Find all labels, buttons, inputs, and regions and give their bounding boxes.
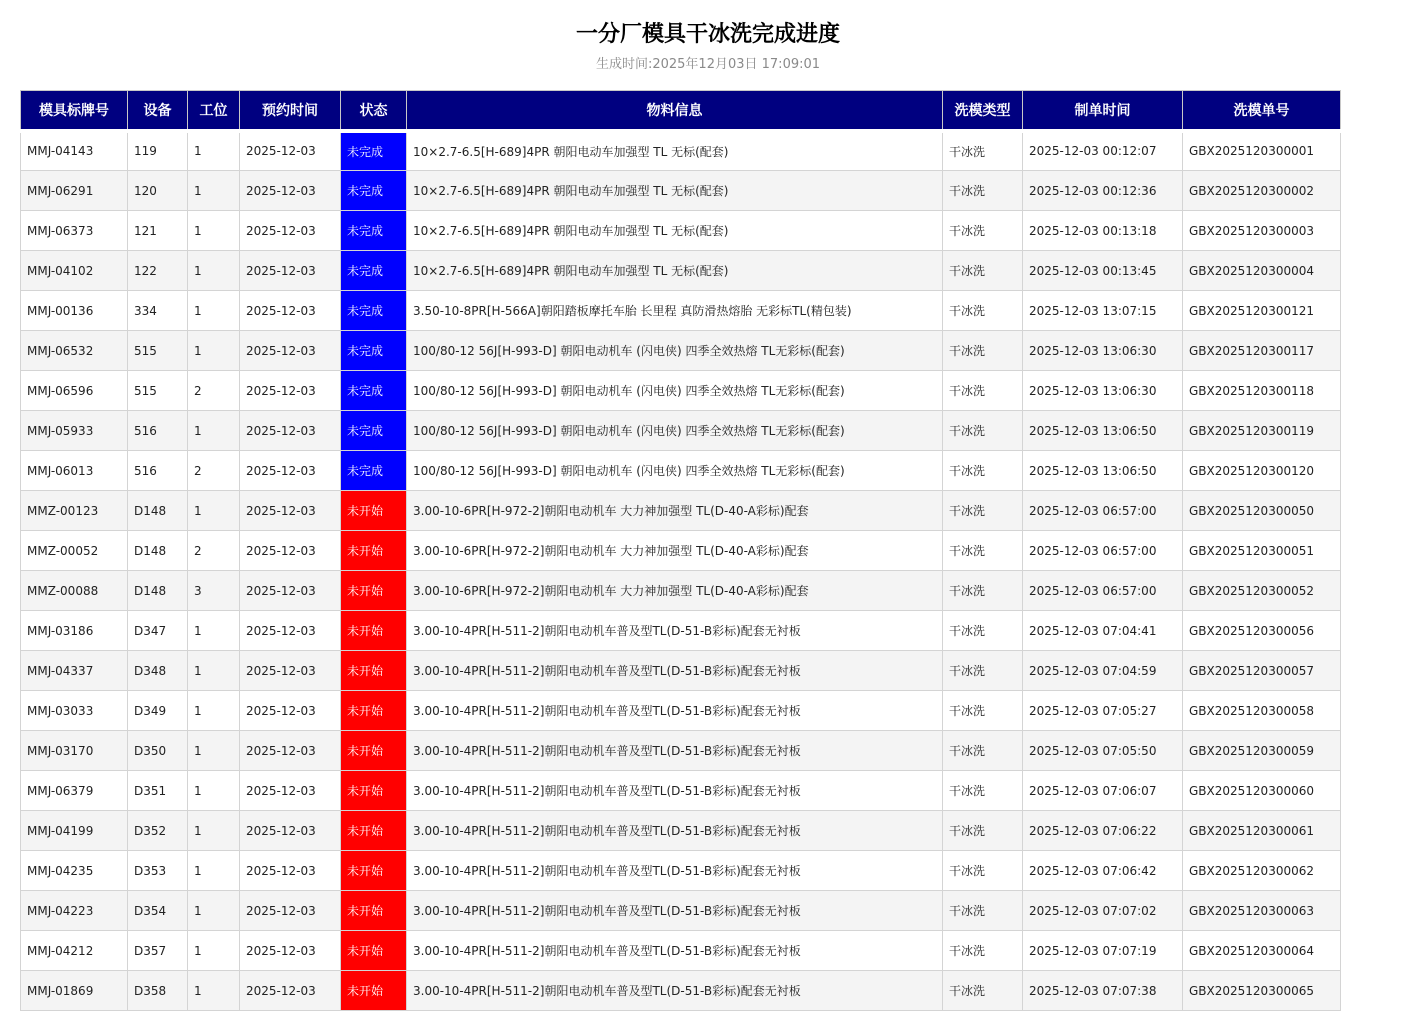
mold-tag-cell: MMJ-03186 [21, 611, 128, 651]
station-cell: 1 [188, 251, 240, 291]
equipment-cell: D354 [128, 891, 188, 931]
created-time-cell: 2025-12-03 07:04:59 [1023, 651, 1183, 691]
station-cell: 1 [188, 331, 240, 371]
mold-tag-cell: MMJ-05933 [21, 411, 128, 451]
equipment-cell: 515 [128, 331, 188, 371]
material-info-cell: 3.50-10-8PR[H-566A]朝阳踏板摩托车胎 长里程 真防滑热熔胎 无彩标TL(精包装) [407, 291, 943, 331]
equipment-cell: 516 [128, 411, 188, 451]
mold-tag-cell: MMJ-06013 [21, 451, 128, 491]
station-cell: 2 [188, 451, 240, 491]
material-info-cell: 3.00-10-6PR[H-972-2]朝阳电动机车 大力神加强型 TL(D-40-A彩标)配套 [407, 571, 943, 611]
table-row [21, 891, 1341, 931]
generated-time-line [0, 56, 1416, 74]
table-row [21, 491, 1341, 531]
scheduled-date-cell: 2025-12-03 [240, 651, 341, 691]
status-cell: 未开始 [341, 891, 407, 931]
mold-tag-cell: MMJ-06596 [21, 371, 128, 411]
status-cell: 未完成 [341, 371, 407, 411]
created-time-cell: 2025-12-03 06:57:00 [1023, 531, 1183, 571]
wash-type-cell: 干冰洗 [943, 691, 1023, 731]
equipment-cell: D353 [128, 851, 188, 891]
station-cell: 2 [188, 531, 240, 571]
equipment-cell: D350 [128, 731, 188, 771]
created-time-cell: 2025-12-03 13:06:30 [1023, 371, 1183, 411]
scheduled-date-cell: 2025-12-03 [240, 851, 341, 891]
mold-tag-cell: MMZ-00052 [21, 531, 128, 571]
wash-order-no-cell: GBX2025120300119 [1183, 411, 1341, 451]
wash-type-cell: 干冰洗 [943, 971, 1023, 1011]
wash-order-no-cell: GBX2025120300117 [1183, 331, 1341, 371]
equipment-cell: 334 [128, 291, 188, 331]
wash-order-no-cell: GBX2025120300063 [1183, 891, 1341, 931]
equipment-cell: D348 [128, 651, 188, 691]
status-cell: 未开始 [341, 731, 407, 771]
table-row [21, 331, 1341, 371]
wash-order-no-cell: GBX2025120300057 [1183, 651, 1341, 691]
material-info-cell: 10×2.7-6.5[H-689]4PR 朝阳电动车加强型 TL 无标(配套) [407, 171, 943, 211]
mold-tag-cell: MMJ-04143 [21, 131, 128, 171]
table-row [21, 531, 1341, 571]
status-cell: 未开始 [341, 491, 407, 531]
created-time-cell: 2025-12-03 00:13:18 [1023, 211, 1183, 251]
status-cell: 未完成 [341, 251, 407, 291]
equipment-cell: D351 [128, 771, 188, 811]
created-time-cell: 2025-12-03 07:07:19 [1023, 931, 1183, 971]
column-header-station: 工位 [188, 91, 240, 131]
table-body [21, 131, 1341, 1011]
wash-type-cell: 干冰洗 [943, 451, 1023, 491]
scheduled-date-cell: 2025-12-03 [240, 411, 341, 451]
wash-order-no-cell: GBX2025120300050 [1183, 491, 1341, 531]
wash-order-no-cell: GBX2025120300118 [1183, 371, 1341, 411]
mold-tag-cell: MMJ-04102 [21, 251, 128, 291]
material-info-cell: 3.00-10-4PR[H-511-2]朝阳电动机车普及型TL(D-51-B彩标)配套无衬板 [407, 811, 943, 851]
wash-type-cell: 干冰洗 [943, 291, 1023, 331]
status-cell: 未完成 [341, 451, 407, 491]
wash-order-no-cell: GBX2025120300065 [1183, 971, 1341, 1011]
created-time-cell: 2025-12-03 13:06:50 [1023, 411, 1183, 451]
wash-type-cell: 干冰洗 [943, 251, 1023, 291]
station-cell: 1 [188, 411, 240, 451]
material-info-cell: 10×2.7-6.5[H-689]4PR 朝阳电动车加强型 TL 无标(配套) [407, 211, 943, 251]
equipment-cell: 119 [128, 131, 188, 171]
station-cell: 1 [188, 931, 240, 971]
wash-type-cell: 干冰洗 [943, 771, 1023, 811]
table-row [21, 411, 1341, 451]
table-row [21, 131, 1341, 171]
material-info-cell: 3.00-10-6PR[H-972-2]朝阳电动机车 大力神加强型 TL(D-40-A彩标)配套 [407, 531, 943, 571]
mold-tag-cell: MMJ-04223 [21, 891, 128, 931]
mold-tag-cell: MMJ-01869 [21, 971, 128, 1011]
generated-label: 生成时间: [595, 57, 653, 72]
material-info-cell: 3.00-10-4PR[H-511-2]朝阳电动机车普及型TL(D-51-B彩标)配套无衬板 [407, 691, 943, 731]
table-row [21, 771, 1341, 811]
station-cell: 1 [188, 771, 240, 811]
created-time-cell: 2025-12-03 13:06:30 [1023, 331, 1183, 371]
scheduled-date-cell: 2025-12-03 [240, 891, 341, 931]
material-info-cell: 3.00-10-4PR[H-511-2]朝阳电动机车普及型TL(D-51-B彩标)配套无衬板 [407, 931, 943, 971]
status-cell: 未开始 [341, 691, 407, 731]
station-cell: 3 [188, 571, 240, 611]
station-cell: 1 [188, 731, 240, 771]
equipment-cell: D349 [128, 691, 188, 731]
table-row [21, 851, 1341, 891]
status-cell: 未完成 [341, 131, 407, 171]
status-cell: 未完成 [341, 411, 407, 451]
equipment-cell: D357 [128, 931, 188, 971]
created-time-cell: 2025-12-03 13:06:50 [1023, 451, 1183, 491]
mold-tag-cell: MMJ-06373 [21, 211, 128, 251]
wash-order-no-cell: GBX2025120300061 [1183, 811, 1341, 851]
station-cell: 1 [188, 491, 240, 531]
scheduled-date-cell: 2025-12-03 [240, 731, 341, 771]
mold-tag-cell: MMJ-04212 [21, 931, 128, 971]
mold-tag-cell: MMJ-04235 [21, 851, 128, 891]
table-row [21, 931, 1341, 971]
equipment-cell: D148 [128, 571, 188, 611]
generated-time: 2025年12月03日 17:09:01 [652, 57, 821, 72]
wash-order-no-cell: GBX2025120300062 [1183, 851, 1341, 891]
status-cell: 未开始 [341, 531, 407, 571]
scheduled-date-cell: 2025-12-03 [240, 771, 341, 811]
wash-order-no-cell: GBX2025120300121 [1183, 291, 1341, 331]
created-time-cell: 2025-12-03 06:57:00 [1023, 491, 1183, 531]
status-cell: 未开始 [341, 771, 407, 811]
material-info-cell: 3.00-10-4PR[H-511-2]朝阳电动机车普及型TL(D-51-B彩标)配套无衬板 [407, 971, 943, 1011]
equipment-cell: 515 [128, 371, 188, 411]
mold-tag-cell: MMJ-06291 [21, 171, 128, 211]
wash-order-no-cell: GBX2025120300060 [1183, 771, 1341, 811]
equipment-cell: 516 [128, 451, 188, 491]
column-header-created-time: 制单时间 [1023, 91, 1183, 131]
mold-tag-cell: MMZ-00123 [21, 491, 128, 531]
station-cell: 1 [188, 611, 240, 651]
column-header-material-info: 物料信息 [407, 91, 943, 131]
scheduled-date-cell: 2025-12-03 [240, 251, 341, 291]
table-row [21, 691, 1341, 731]
mold-tag-cell: MMJ-03033 [21, 691, 128, 731]
created-time-cell: 2025-12-03 06:57:00 [1023, 571, 1183, 611]
status-cell: 未完成 [341, 171, 407, 211]
wash-type-cell: 干冰洗 [943, 851, 1023, 891]
station-cell: 1 [188, 691, 240, 731]
scheduled-date-cell: 2025-12-03 [240, 931, 341, 971]
status-cell: 未完成 [341, 331, 407, 371]
created-time-cell: 2025-12-03 00:12:07 [1023, 131, 1183, 171]
scheduled-date-cell: 2025-12-03 [240, 131, 341, 171]
material-info-cell: 100/80-12 56J[H-993-D] 朝阳电动机车 (闪电侠) 四季全效热熔 TL无彩标(配套) [407, 451, 943, 491]
wash-order-no-cell: GBX2025120300056 [1183, 611, 1341, 651]
wash-order-no-cell: GBX2025120300064 [1183, 931, 1341, 971]
equipment-cell: D358 [128, 971, 188, 1011]
status-cell: 未完成 [341, 291, 407, 331]
created-time-cell: 2025-12-03 00:12:36 [1023, 171, 1183, 211]
wash-type-cell: 干冰洗 [943, 571, 1023, 611]
scheduled-date-cell: 2025-12-03 [240, 491, 341, 531]
column-header-wash-order-no: 洗模单号 [1183, 91, 1341, 131]
table-row [21, 651, 1341, 691]
wash-type-cell: 干冰洗 [943, 811, 1023, 851]
status-cell: 未开始 [341, 611, 407, 651]
scheduled-date-cell: 2025-12-03 [240, 371, 341, 411]
equipment-cell: D352 [128, 811, 188, 851]
table-row [21, 571, 1341, 611]
table-row [21, 211, 1341, 251]
mold-tag-cell: MMZ-00088 [21, 571, 128, 611]
wash-order-no-cell: GBX2025120300002 [1183, 171, 1341, 211]
material-info-cell: 3.00-10-4PR[H-511-2]朝阳电动机车普及型TL(D-51-B彩标)配套无衬板 [407, 731, 943, 771]
wash-order-no-cell: GBX2025120300058 [1183, 691, 1341, 731]
equipment-cell: 120 [128, 171, 188, 211]
material-info-cell: 100/80-12 56J[H-993-D] 朝阳电动机车 (闪电侠) 四季全效热熔 TL无彩标(配套) [407, 371, 943, 411]
status-cell: 未完成 [341, 211, 407, 251]
created-time-cell: 2025-12-03 07:07:38 [1023, 971, 1183, 1011]
wash-type-cell: 干冰洗 [943, 371, 1023, 411]
station-cell: 2 [188, 371, 240, 411]
scheduled-date-cell: 2025-12-03 [240, 331, 341, 371]
scheduled-date-cell: 2025-12-03 [240, 171, 341, 211]
material-info-cell: 3.00-10-6PR[H-972-2]朝阳电动机车 大力神加强型 TL(D-40-A彩标)配套 [407, 491, 943, 531]
wash-type-cell: 干冰洗 [943, 891, 1023, 931]
mold-tag-cell: MMJ-06379 [21, 771, 128, 811]
equipment-cell: D347 [128, 611, 188, 651]
created-time-cell: 2025-12-03 07:06:42 [1023, 851, 1183, 891]
status-cell: 未开始 [341, 851, 407, 891]
table-row [21, 451, 1341, 491]
material-info-cell: 3.00-10-4PR[H-511-2]朝阳电动机车普及型TL(D-51-B彩标)配套无衬板 [407, 771, 943, 811]
wash-type-cell: 干冰洗 [943, 731, 1023, 771]
wash-order-no-cell: GBX2025120300120 [1183, 451, 1341, 491]
mold-tag-cell: MMJ-00136 [21, 291, 128, 331]
table-row [21, 371, 1341, 411]
mold-tag-cell: MMJ-03170 [21, 731, 128, 771]
column-header-status: 状态 [341, 91, 407, 131]
created-time-cell: 2025-12-03 07:06:07 [1023, 771, 1183, 811]
station-cell: 1 [188, 851, 240, 891]
wash-type-cell: 干冰洗 [943, 211, 1023, 251]
wash-type-cell: 干冰洗 [943, 411, 1023, 451]
material-info-cell: 10×2.7-6.5[H-689]4PR 朝阳电动车加强型 TL 无标(配套) [407, 251, 943, 291]
mold-tag-cell: MMJ-04337 [21, 651, 128, 691]
station-cell: 1 [188, 811, 240, 851]
station-cell: 1 [188, 211, 240, 251]
scheduled-date-cell: 2025-12-03 [240, 811, 341, 851]
column-header-equipment: 设备 [128, 91, 188, 131]
wash-order-no-cell: GBX2025120300051 [1183, 531, 1341, 571]
wash-type-cell: 干冰洗 [943, 531, 1023, 571]
scheduled-date-cell: 2025-12-03 [240, 611, 341, 651]
created-time-cell: 2025-12-03 13:07:15 [1023, 291, 1183, 331]
material-info-cell: 3.00-10-4PR[H-511-2]朝阳电动机车普及型TL(D-51-B彩标)配套无衬板 [407, 651, 943, 691]
page-title: 一分厂模具干冰洗完成进度 [575, 22, 840, 47]
material-info-cell: 3.00-10-4PR[H-511-2]朝阳电动机车普及型TL(D-51-B彩标)配套无衬板 [407, 611, 943, 651]
scheduled-date-cell: 2025-12-03 [240, 531, 341, 571]
wash-type-cell: 干冰洗 [943, 331, 1023, 371]
station-cell: 1 [188, 131, 240, 171]
station-cell: 1 [188, 971, 240, 1011]
created-time-cell: 2025-12-03 07:05:27 [1023, 691, 1183, 731]
created-time-cell: 2025-12-03 00:13:45 [1023, 251, 1183, 291]
status-cell: 未开始 [341, 971, 407, 1011]
wash-type-cell: 干冰洗 [943, 651, 1023, 691]
column-header-wash-type: 洗模类型 [943, 91, 1023, 131]
station-cell: 1 [188, 651, 240, 691]
column-header-scheduled-date: 预约时间 [240, 91, 341, 131]
table-row [21, 291, 1341, 331]
created-time-cell: 2025-12-03 07:05:50 [1023, 731, 1183, 771]
progress-table [20, 90, 1341, 1011]
table-row [21, 811, 1341, 851]
wash-order-no-cell: GBX2025120300004 [1183, 251, 1341, 291]
scheduled-date-cell: 2025-12-03 [240, 451, 341, 491]
created-time-cell: 2025-12-03 07:06:22 [1023, 811, 1183, 851]
wash-order-no-cell: GBX2025120300059 [1183, 731, 1341, 771]
table-row [21, 611, 1341, 651]
table-header-row [21, 91, 1341, 131]
mold-tag-cell: MMJ-04199 [21, 811, 128, 851]
table-row [21, 731, 1341, 771]
equipment-cell: D148 [128, 491, 188, 531]
created-time-cell: 2025-12-03 07:07:02 [1023, 891, 1183, 931]
equipment-cell: 122 [128, 251, 188, 291]
scheduled-date-cell: 2025-12-03 [240, 291, 341, 331]
scheduled-date-cell: 2025-12-03 [240, 691, 341, 731]
material-info-cell: 3.00-10-4PR[H-511-2]朝阳电动机车普及型TL(D-51-B彩标)配套无衬板 [407, 851, 943, 891]
equipment-cell: D148 [128, 531, 188, 571]
status-cell: 未开始 [341, 931, 407, 971]
material-info-cell: 3.00-10-4PR[H-511-2]朝阳电动机车普及型TL(D-51-B彩标)配套无衬板 [407, 891, 943, 931]
table-row [21, 251, 1341, 291]
station-cell: 1 [188, 891, 240, 931]
wash-order-no-cell: GBX2025120300052 [1183, 571, 1341, 611]
scheduled-date-cell: 2025-12-03 [240, 211, 341, 251]
created-time-cell: 2025-12-03 07:04:41 [1023, 611, 1183, 651]
column-header-mold-tag: 模具标牌号 [21, 91, 128, 131]
wash-type-cell: 干冰洗 [943, 931, 1023, 971]
table-row [21, 171, 1341, 211]
station-cell: 1 [188, 291, 240, 331]
station-cell: 1 [188, 171, 240, 211]
status-cell: 未开始 [341, 811, 407, 851]
scheduled-date-cell: 2025-12-03 [240, 571, 341, 611]
table-row [21, 971, 1341, 1011]
wash-type-cell: 干冰洗 [943, 611, 1023, 651]
mold-tag-cell: MMJ-06532 [21, 331, 128, 371]
material-info-cell: 10×2.7-6.5[H-689]4PR 朝阳电动车加强型 TL 无标(配套) [407, 131, 943, 171]
status-cell: 未开始 [341, 651, 407, 691]
wash-type-cell: 干冰洗 [943, 491, 1023, 531]
material-info-cell: 100/80-12 56J[H-993-D] 朝阳电动机车 (闪电侠) 四季全效热熔 TL无彩标(配套) [407, 331, 943, 371]
wash-type-cell: 干冰洗 [943, 131, 1023, 171]
scheduled-date-cell: 2025-12-03 [240, 971, 341, 1011]
equipment-cell: 121 [128, 211, 188, 251]
wash-type-cell: 干冰洗 [943, 171, 1023, 211]
wash-order-no-cell: GBX2025120300003 [1183, 211, 1341, 251]
wash-order-no-cell: GBX2025120300001 [1183, 131, 1341, 171]
status-cell: 未开始 [341, 571, 407, 611]
material-info-cell: 100/80-12 56J[H-993-D] 朝阳电动机车 (闪电侠) 四季全效热熔 TL无彩标(配套) [407, 411, 943, 451]
